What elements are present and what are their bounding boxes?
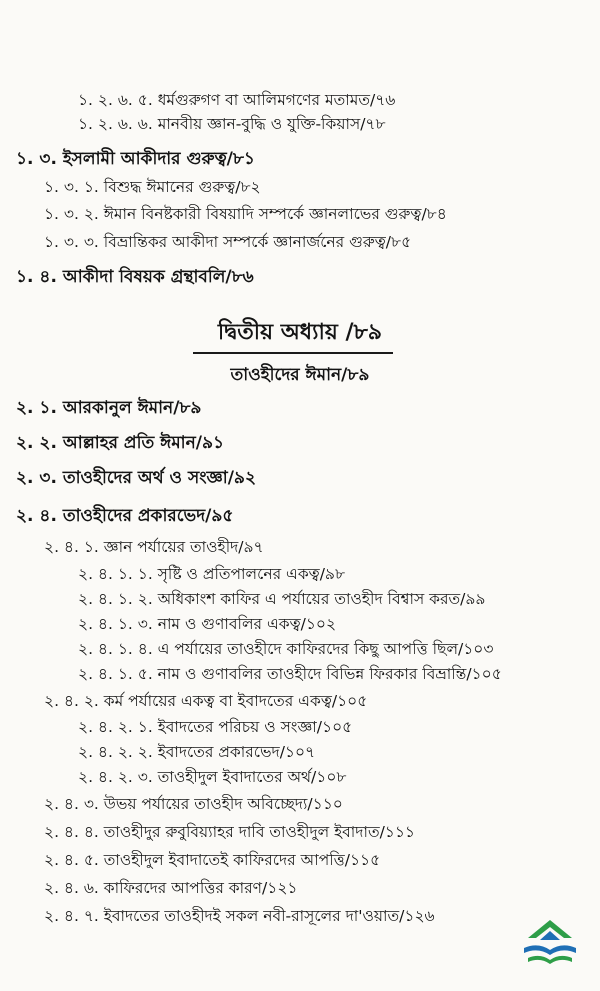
- toc-entry: ১. ৩. ৩. বিভ্রান্তিকর আকীদা সম্পর্কে জ্ঞানার্জনের গুরুত্ব/৮৫: [44, 233, 412, 251]
- chapter-title: দ্বিতীয় অধ্যায় /৮৯: [217, 320, 383, 345]
- toc-entry: ১. ৩. ১. বিশুদ্ধ ঈমানের গুরুত্ব/৮২: [44, 178, 261, 196]
- toc-entry: ১. ২. ৬. ৫. ধর্মগুরুগণ বা আলিমগণের মতামত/৭৬: [78, 91, 396, 109]
- toc-entry: ২. ৪. ৫. তাওহীদুল ইবাদাতেই কাফিরদের আপত্তি/১১৫: [44, 851, 381, 869]
- toc-entry: ২. ১. আরকানুল ঈমান/৮৯: [16, 398, 202, 418]
- toc-entry: ২. ৪. ২. ১. ইবাদতের পরিচয় ও সংজ্ঞা/১০৫: [78, 718, 353, 736]
- toc-entry: ১. ৩. ইসলামী আকীদার গুরুত্ব/৮১: [16, 149, 255, 169]
- toc-entry: ১. ২. ৬. ৬. মানবীয় জ্ঞান-বুদ্ধি ও যুক্তি-কিয়াস/৭৮: [78, 115, 386, 133]
- toc-entry: ২. ৪. ১. ১. সৃষ্টি ও প্রতিপালনের একত্ব/৯৮: [78, 565, 346, 583]
- chapter-subtitle: তাওহীদের ঈমান/৮৯: [230, 365, 370, 385]
- toc-entry: ২. ৪. ১. জ্ঞান পর্যায়ের তাওহীদ/৯৭: [44, 538, 264, 556]
- toc-entry: ১. ৩. ২. ঈমান বিনষ্টকারী বিষয়াদি সম্পর্কে জ্ঞানলাভের গুরুত্ব/৮৪: [44, 205, 447, 223]
- toc-entry: ২. ৪. ২. ৩. তাওহীদুল ইবাদাতের অর্থ/১০৮: [78, 768, 347, 786]
- toc-entry: ২. ৪. তাওহীদের প্রকারভেদ/৯৫: [16, 506, 234, 526]
- toc-entry: ২. ৪. ৪. তাওহীদুর রুবুবিয়্যাহর দাবি তাওহীদুল ইবাদাত/১১১: [44, 823, 415, 841]
- toc-entry: ২. ৪. ২. কর্ম পর্যায়ের একত্ব বা ইবাদতের একত্ব/১০৫: [44, 692, 368, 710]
- publisher-logo-icon: [518, 918, 582, 970]
- toc-entry: ১. ৪. আকীদা বিষয়ক গ্রন্থাবলি/৮৬: [16, 267, 254, 287]
- toc-entry: ২. ৪. ২. ২. ইবাদতের প্রকারভেদ/১০৭: [78, 743, 316, 761]
- toc-entry: ২. ৪. ১. ৪. এ পর্যায়ের তাওহীদে কাফিরদের কিছু আপত্তি ছিল/১০৩: [78, 640, 494, 658]
- toc-entry: ২. ৪. ৭. ইবাদতের তাওহীদই সকল নবী-রাসূলের দা'ওয়াত/১২৬: [44, 907, 435, 925]
- toc-entry: ২. ৪. ৬. কাফিরদের আপত্তির কারণ/১২১: [44, 879, 298, 897]
- toc-entry: ২. ৪. ১. ২. অধিকাংশ কাফির এ পর্যায়ের তাওহীদ বিশ্বাস করত/৯৯: [78, 590, 486, 608]
- toc-entry: ২. ৩. তাওহীদের অর্থ ও সংজ্ঞা/৯২: [16, 468, 257, 488]
- chapter-divider: [193, 352, 393, 354]
- toc-entry: ২. ৪. ১. ৩. নাম ও গুণাবলির একত্ব/১০২: [78, 615, 337, 633]
- toc-entry: ২. ২. আল্লাহর প্রতি ঈমান/৯১: [16, 433, 225, 453]
- toc-entry: ২. ৪. ১. ৫. নাম ও গুণাবলির তাওহীদে বিভিন্ন ফিরকার বিভ্রান্তি/১০৫: [78, 665, 502, 683]
- toc-entry: ২. ৪. ৩. উভয় পর্যায়ের তাওহীদ অবিচ্ছেদ্য/১১০: [44, 795, 343, 813]
